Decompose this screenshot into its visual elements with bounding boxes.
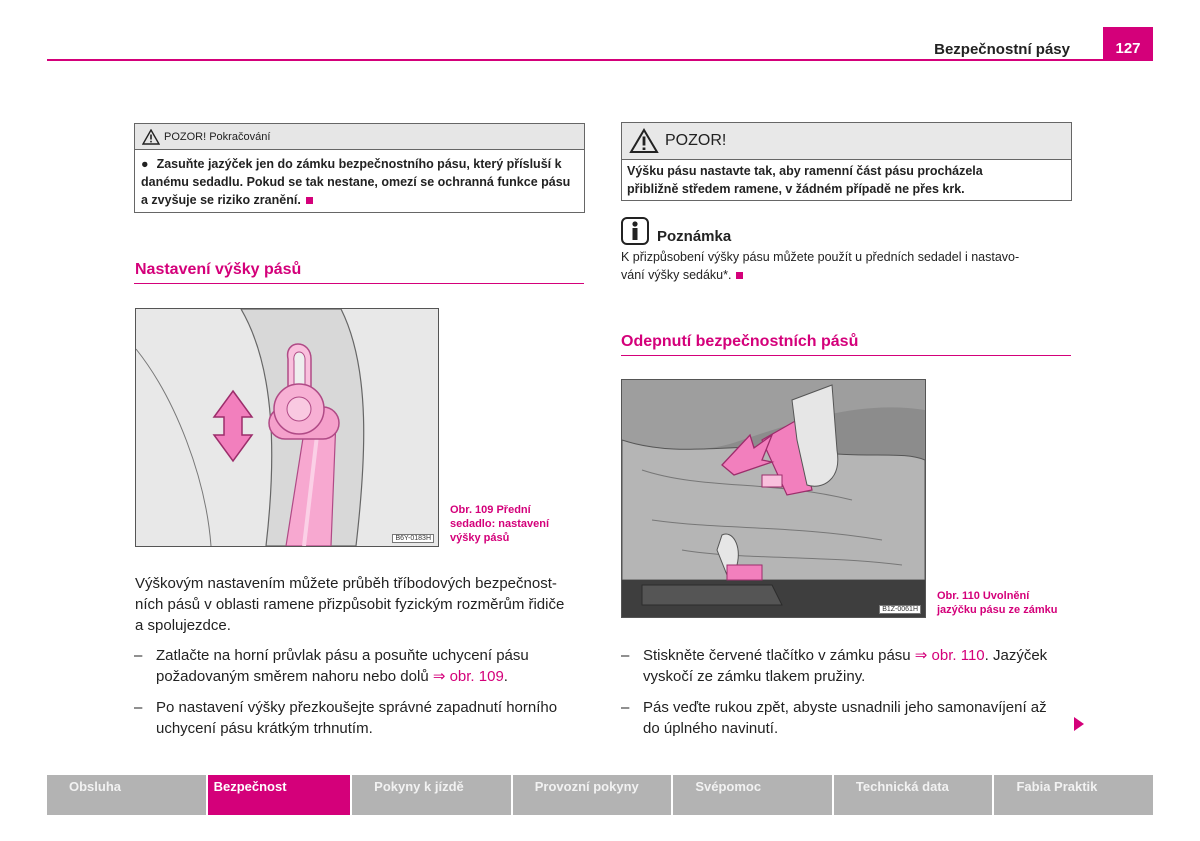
dash-marker: – bbox=[134, 647, 143, 664]
tab-provozni-pokyny[interactable]: Provozní pokyny bbox=[513, 775, 672, 815]
chapter-tabs bbox=[47, 775, 1153, 815]
paragraph-line: Výškovým nastavením můžete průběh tříbodových bezpečnost- bbox=[135, 575, 557, 592]
warning-triangle-icon bbox=[629, 128, 659, 154]
figure-belt-height bbox=[135, 308, 439, 547]
bullet-icon: ● bbox=[141, 157, 149, 171]
header-rule bbox=[47, 59, 1153, 61]
section-rule bbox=[134, 283, 584, 284]
warning-header bbox=[622, 123, 1071, 160]
end-mark-icon bbox=[306, 197, 313, 204]
step-text: požadovaným směrem nahoru nebo dolů bbox=[156, 668, 433, 685]
caption-line: sedadlo: nastavení bbox=[450, 518, 550, 530]
figure-reference-link[interactable]: ⇒ obr. 109 bbox=[432, 668, 504, 685]
figure-caption-110 bbox=[937, 589, 1057, 617]
note-line: K přizpůsobení výšky pásu můžete použít u předních sedadel i nastavo- bbox=[621, 250, 1020, 264]
warning-line: Výšku pásu nastavte tak, aby ramenní část pásu procházela bbox=[627, 164, 983, 178]
tab-svepomoc[interactable]: Svépomoc bbox=[673, 775, 832, 815]
dash-marker: – bbox=[621, 647, 630, 664]
caption-line: jazýčku pásu ze zámku bbox=[937, 604, 1058, 616]
warning-continued-title: POZOR! Pokračování bbox=[164, 130, 271, 143]
section-title-belt-height: Nastavení výšky pásů bbox=[135, 261, 302, 278]
info-note-icon bbox=[621, 217, 649, 245]
caption-line: Obr. 109 Přední bbox=[450, 504, 531, 516]
step-line: Po nastavení výšky přezkoušejte správné zapadnutí horního bbox=[156, 699, 558, 716]
section-rule bbox=[621, 355, 1071, 356]
step-line: do úplného navinutí. bbox=[643, 720, 779, 737]
tab-pokyny-k-jizde[interactable]: Pokyny k jízdě bbox=[352, 775, 511, 815]
figure-belt-release bbox=[621, 379, 926, 618]
figure-code: B6Y-0183H bbox=[392, 534, 434, 543]
warning-triangle-icon bbox=[142, 129, 160, 145]
warning-continued-body bbox=[135, 150, 584, 212]
warning-title: POZOR! bbox=[665, 132, 727, 149]
paragraph-line: ních pásů v oblasti ramene přizpůsobit fyzickým rozměrům řidiče bbox=[135, 596, 565, 613]
belt-release-illustration bbox=[622, 380, 925, 617]
belt-height-illustration bbox=[136, 309, 438, 546]
dash-marker: – bbox=[134, 699, 143, 716]
step-line: Pás veďte rukou zpět, abyste usnadnili jeho samonavíjení až bbox=[643, 699, 1047, 716]
warning-body bbox=[622, 160, 1071, 200]
paragraph-line: a spolujezdce. bbox=[135, 617, 231, 634]
page-number: 127 bbox=[1103, 27, 1153, 60]
step-line: Zatlačte na horní průvlak pásu a posuňte uchycení pásu bbox=[156, 647, 529, 664]
step-line: vyskočí ze zámku tlakem pružiny. bbox=[643, 668, 866, 685]
step-line: uchycení pásu krátkým trhnutím. bbox=[156, 720, 373, 737]
dash-marker: – bbox=[621, 699, 630, 716]
tab-fabia-praktik[interactable]: Fabia Praktik bbox=[994, 775, 1153, 815]
step-text: . bbox=[503, 668, 508, 685]
tab-technicka-data[interactable]: Technická data bbox=[834, 775, 993, 815]
figure-code: B1Z-0061H bbox=[879, 605, 921, 614]
running-header-title: Bezpečnostní pásy bbox=[934, 41, 1070, 58]
warning-continued-text: Zasuňte jazýček jen do zámku bezpečnostního pásu, který přísluší k danému sedadlu. Pokud se tak nestane, omezí se ochranná funkce pásu a zvyšuje se riziko zranění. bbox=[141, 157, 571, 207]
note-line bbox=[621, 266, 1019, 284]
continue-arrow-icon[interactable] bbox=[1074, 717, 1084, 731]
warning-continued-box bbox=[134, 123, 585, 213]
warning-continued-header bbox=[135, 124, 584, 150]
step-text: Stiskněte červené tlačítko v zámku pásu bbox=[643, 647, 915, 664]
intro-paragraph bbox=[135, 573, 564, 636]
figure-reference-link[interactable]: ⇒ obr. 110 bbox=[914, 647, 985, 664]
figure-caption-109 bbox=[450, 503, 549, 545]
step-text: . Jazýček bbox=[984, 647, 1048, 664]
step-item bbox=[621, 645, 1047, 687]
tab-obsluha[interactable]: Obsluha bbox=[47, 775, 206, 815]
caption-line: Obr. 110 Uvolnění bbox=[937, 590, 1030, 602]
note-text bbox=[621, 248, 1019, 284]
step-item bbox=[621, 697, 1047, 739]
step-line bbox=[156, 666, 529, 687]
note-line-text: vání výšky sedáku*. bbox=[621, 268, 732, 282]
step-item bbox=[134, 697, 557, 739]
warning-line: přibližně středem ramene, v žádném případě ne přes krk. bbox=[627, 182, 965, 196]
tab-bezpecnost[interactable]: Bezpečnost bbox=[208, 775, 351, 815]
caption-line: výšky pásů bbox=[450, 532, 510, 544]
note-title: Poznámka bbox=[657, 228, 732, 245]
step-item bbox=[134, 645, 529, 687]
end-mark-icon bbox=[736, 272, 743, 279]
section-title-release-belt: Odepnutí bezpečnostních pásů bbox=[621, 333, 859, 350]
step-line bbox=[643, 645, 1047, 666]
warning-box bbox=[621, 122, 1072, 201]
